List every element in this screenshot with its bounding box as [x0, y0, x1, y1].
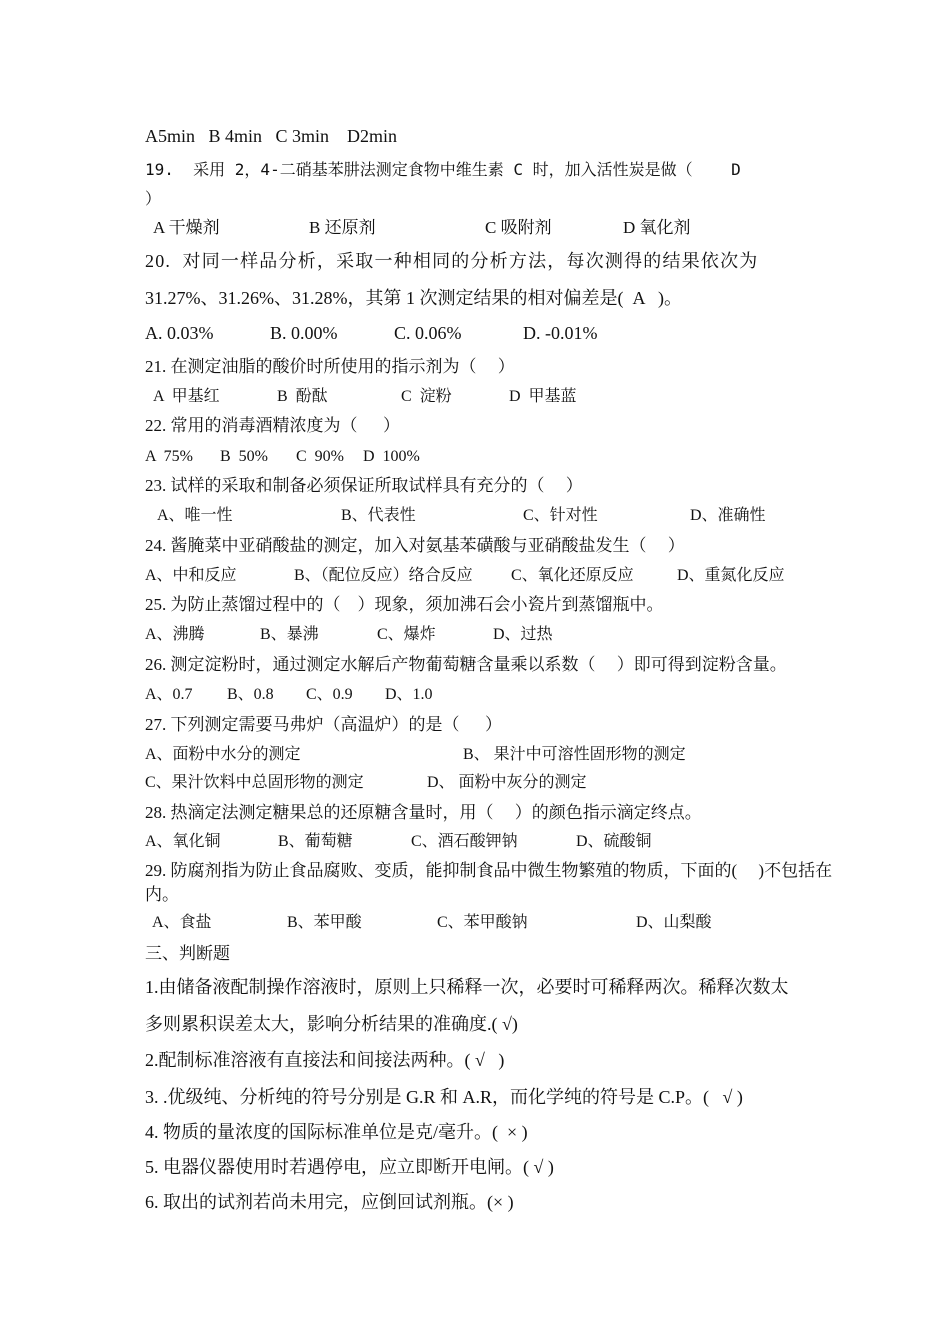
- option-d: D、硫酸铜: [576, 833, 652, 850]
- question-20-cont: 31.27%、31.26%、31.28%，其第 1 次测定结果的相对偏差是( A )。: [145, 288, 682, 308]
- option-d: D、过热: [493, 626, 553, 643]
- option-c: C、0.9: [306, 686, 353, 703]
- option-c: C 吸附剂: [485, 218, 552, 237]
- option-d: D、1.0: [385, 686, 433, 703]
- option-b: B、暴沸: [260, 626, 319, 643]
- option-b: B 还原剂: [309, 218, 376, 237]
- option-a: A、沸腾: [145, 626, 205, 643]
- option-d: D 100%: [363, 448, 420, 465]
- option-b: B、苯甲酸: [287, 914, 362, 931]
- question-28: 28. 热滴定法测定糖果总的还原糖含量时，用（ ）的颜色指示滴定终点。: [145, 803, 702, 822]
- question-26: 26. 测定淀粉时，通过测定水解后产物葡萄糖含量乘以系数（ ）即可得到淀粉含量。: [145, 655, 787, 674]
- judge-item-6: 6. 取出的试剂若尚未用完，应倒回试剂瓶。(× ): [145, 1192, 514, 1212]
- question-23: 23. 试样的采取和制备必须保证所取试样具有充分的（ ）: [145, 476, 583, 495]
- option-a: A、中和反应: [145, 567, 237, 584]
- option-c: C、氧化还原反应: [511, 567, 634, 584]
- question-29-cont: 内。: [145, 885, 179, 904]
- option-c: C、爆炸: [377, 626, 436, 643]
- option-d: D、 面粉中灰分的测定: [427, 774, 587, 791]
- question-21: 21. 在测定油脂的酸价时所使用的指示剂为（ ）: [145, 357, 515, 376]
- question-20: 20. 对同一样品分析，采取一种相同的分析方法，每次测得的结果依次为: [145, 251, 759, 271]
- option-a: A、0.7: [145, 686, 193, 703]
- question-24: 24. 酱腌菜中亚硝酸盐的测定，加入对氨基苯磺酸与亚硝酸盐发生（ ）: [145, 536, 685, 555]
- option-b: B、（配位反应）络合反应: [294, 567, 473, 584]
- question-27: 27. 下列测定需要马弗炉（高温炉）的是（ ）: [145, 715, 502, 734]
- option-a: A 75%: [145, 448, 193, 465]
- option-b: B、0.8: [227, 686, 274, 703]
- option-d: D 甲基蓝: [509, 388, 577, 405]
- option-c: C、果汁饮料中总固形物的测定: [145, 774, 364, 791]
- option-c: C. 0.06%: [394, 323, 462, 343]
- question-25: 25. 为防止蒸馏过程中的（ ）现象，须加沸石会小瓷片到蒸馏瓶中。: [145, 595, 664, 614]
- option-a: A、食盐: [152, 914, 212, 931]
- option-a: A 甲基红: [153, 388, 220, 405]
- option-c: C、苯甲酸钠: [437, 914, 528, 931]
- judge-item-1-cont: 多则累积误差太大，影响分析结果的准确度.( √): [145, 1014, 518, 1034]
- option-d: D 氧化剂: [623, 218, 691, 237]
- option-b: B、葡萄糖: [278, 833, 353, 850]
- judge-item-1: 1.由储备液配制操作溶液时，原则上只稀释一次，必要时可稀释两次。稀释次数太: [145, 977, 789, 997]
- question-19-cont: ）: [145, 189, 162, 208]
- option-c: C、酒石酸钾钠: [411, 833, 518, 850]
- option-c: C 淀粉: [401, 388, 452, 405]
- option-a: A、唯一性: [157, 507, 233, 524]
- option-c: C 90%: [296, 448, 344, 465]
- option-a: A. 0.03%: [145, 323, 214, 343]
- question-22: 22. 常用的消毒酒精浓度为（ ）: [145, 416, 400, 435]
- judge-item-5: 5. 电器仪器使用时若遇停电，应立即断开电闸。( √ ): [145, 1157, 554, 1177]
- option-a: A 干燥剂: [153, 218, 220, 237]
- option-b: B 酚酞: [277, 388, 328, 405]
- option-d: D、准确性: [690, 507, 766, 524]
- judge-item-3: 3. .优级纯、分析纯的符号分别是 G.R 和 A.R，而化学纯的符号是 C.P。( √ ): [145, 1087, 743, 1107]
- option-a: A、面粉中水分的测定: [145, 746, 301, 763]
- judge-item-2: 2.配制标准溶液有直接法和间接法两种。( √ ): [145, 1050, 505, 1070]
- option-d: D、山梨酸: [636, 914, 712, 931]
- option-c: C、针对性: [523, 507, 598, 524]
- option-b: B、 果汁中可溶性固形物的测定: [463, 746, 686, 763]
- option-b: B 50%: [220, 448, 268, 465]
- q18-options: A5min B 4min C 3min D2min: [145, 126, 398, 146]
- option-a: A、氧化铜: [145, 833, 221, 850]
- option-d: D. -0.01%: [523, 323, 598, 343]
- option-d: D、重氮化反应: [677, 567, 785, 584]
- option-b: B. 0.00%: [270, 323, 338, 343]
- section-title-judgement: 三、判断题: [145, 944, 230, 963]
- question-29: 29. 防腐剂指为防止食品腐败、变质，能抑制食品中微生物繁殖的物质，下面的( )不包括在: [145, 861, 833, 880]
- question-19: 19. 采用 2，4-二硝基苯肼法测定食物中维生素 C 时，加入活性炭是做（ D: [145, 160, 741, 179]
- option-b: B、代表性: [341, 507, 416, 524]
- judge-item-4: 4. 物质的量浓度的国际标准单位是克/毫升。( × ): [145, 1122, 528, 1142]
